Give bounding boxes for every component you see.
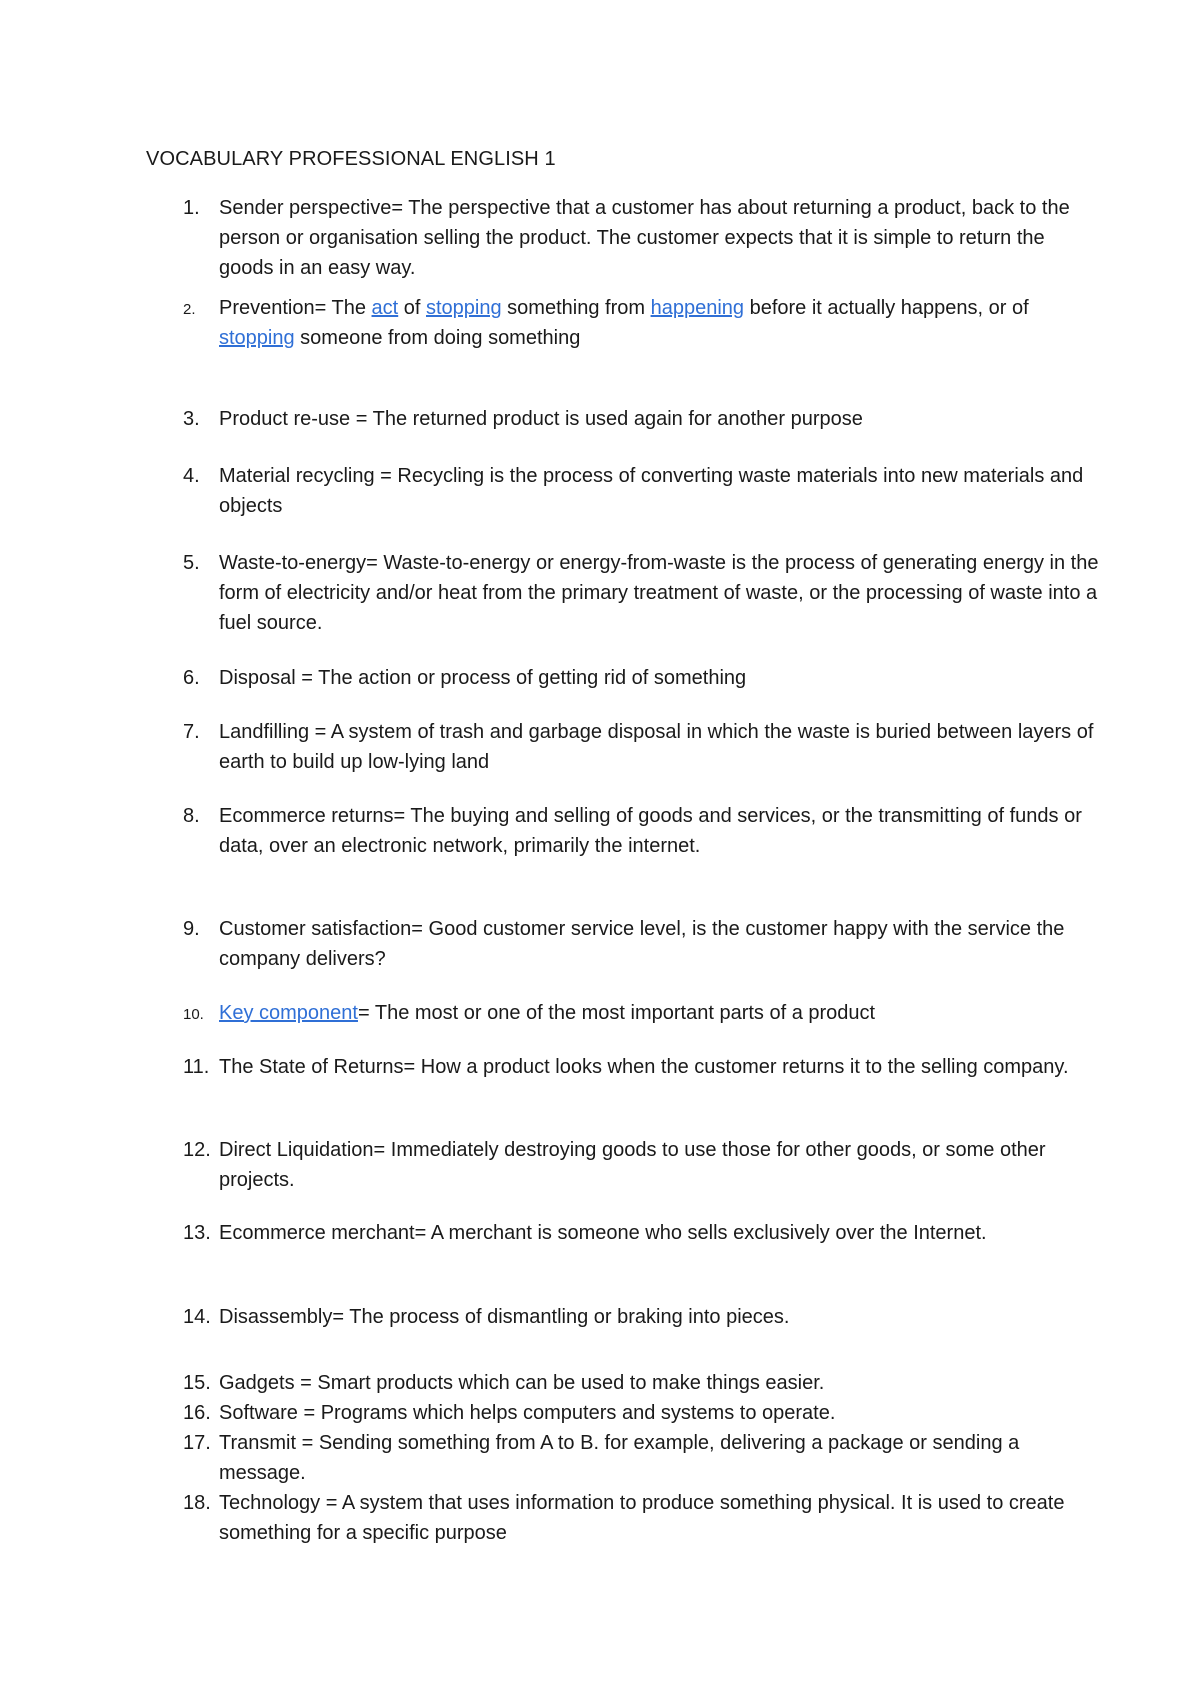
link-key-component[interactable]: Key component [219, 1002, 358, 1024]
item-definition: Sender perspective= The perspective that a customer has about returning a product, back to the person or organisation selling the product. The customer expects that it is simple to return the goods in an easy way. [219, 197, 1070, 279]
item-definition: Disassembly= The process of dismantling or braking into pieces. [219, 1306, 790, 1328]
item-number: 11. [183, 1056, 210, 1078]
item-definition: Transmit = Sending something from A to B. for example, delivering a package or sending a message. [219, 1432, 1020, 1484]
definition-text: someone from doing something [294, 327, 581, 349]
definition-text: Prevention= The [219, 297, 372, 319]
item-number: 9. [183, 918, 200, 940]
item-number: 14. [183, 1306, 211, 1328]
item-number: 13. [183, 1222, 211, 1244]
item-number: 17. [183, 1432, 211, 1454]
item-definition: Material recycling = Recycling is the process of converting waste materials into new materials and objects [219, 465, 1084, 517]
link-act[interactable]: act [371, 297, 399, 319]
item-definition: Landfilling = A system of trash and garbage disposal in which the waste is buried between layers of earth to build up low-lying land [219, 721, 1094, 773]
definition-text: something from [501, 297, 651, 319]
item-definition: Waste-to-energy= Waste-to-energy or energy-from-waste is the process of generating energy in the form of electricity and/or heat from the primary treatment of waste, or the processing of waste into a fuel source. [219, 552, 1099, 634]
item-definition: Ecommerce merchant= A merchant is someone who sells exclusively over the Internet. [219, 1222, 987, 1244]
item-definition [219, 998, 1099, 1028]
item-number: 10. [183, 1006, 204, 1023]
item-definition: Ecommerce returns= The buying and selling of goods and services, or the transmitting of funds or data, over an electronic network, primarily the internet. [219, 805, 1082, 857]
item-number: 16. [183, 1402, 211, 1424]
item-number: 5. [183, 552, 200, 574]
item-definition: Gadgets = Smart products which can be used to make things easier. [219, 1372, 825, 1394]
item-number: 15. [183, 1372, 211, 1394]
item-number: 6. [183, 667, 200, 689]
item-definition: The State of Returns= How a product looks when the customer returns it to the selling company. [219, 1056, 1069, 1078]
item-number: 2. [183, 301, 196, 318]
item-number: 4. [183, 465, 200, 487]
item-number: 18. [183, 1492, 211, 1514]
item-definition: Technology = A system that uses information to produce something physical. It is used to create something for a specific purpose [219, 1492, 1065, 1544]
definition-text: = The most or one of the most important parts of a product [357, 1002, 876, 1024]
link-stopping[interactable]: stopping [426, 297, 502, 319]
link-happening[interactable]: happening [650, 297, 745, 319]
definition-text: before it actually happens, or of [744, 297, 1029, 319]
item-definition: Disposal = The action or process of getting rid of something [219, 667, 747, 689]
item-number: 7. [183, 721, 200, 743]
item-number: 3. [183, 408, 200, 430]
item-definition: Product re-use = The returned product is used again for another purpose [219, 408, 863, 430]
item-definition: Direct Liquidation= Immediately destroying goods to use those for other goods, or some other projects. [219, 1139, 1046, 1191]
item-definition [219, 293, 1099, 353]
item-number: 1. [183, 197, 200, 219]
link-stopping-2[interactable]: stopping [219, 327, 295, 349]
item-definition: Customer satisfaction= Good customer service level, is the customer happy with the service the company delivers? [219, 918, 1065, 970]
item-number: 12. [183, 1139, 211, 1161]
item-definition: Software = Programs which helps computers and systems to operate. [219, 1402, 836, 1424]
document-title: VOCABULARY PROFESSIONAL ENGLISH 1 [146, 148, 556, 170]
item-number: 8. [183, 805, 200, 827]
definition-text: of [398, 297, 426, 319]
